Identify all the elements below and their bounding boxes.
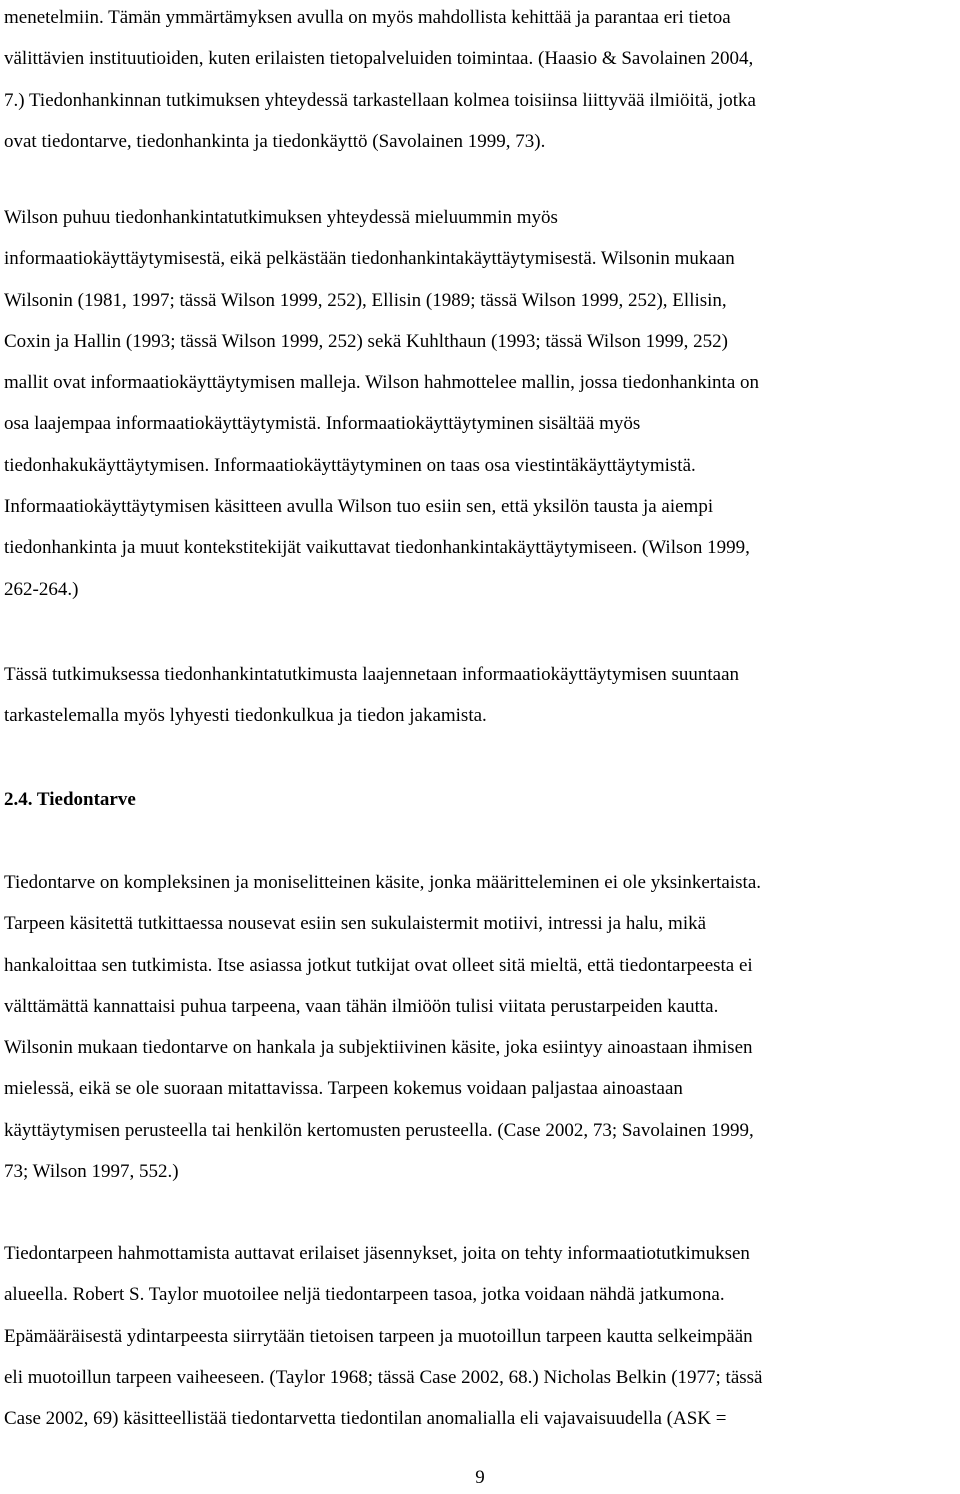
text-line: tiedonhankinta ja muut kontekstitekijät vaikuttavat tiedonhankintakäyttäytymiseen. (Wilson 1999, [4,537,750,559]
text-line: Wilsonin mukaan tiedontarve on hankala ja subjektiivinen käsite, joka esiintyy ainoastaan ihmisen [4,1037,753,1059]
text-line: menetelmiin. Tämän ymmärtämyksen avulla on myös mahdollista kehittää ja parantaa eri tietoa [4,7,731,28]
text-line: Tiedontarve on kompleksinen ja moniselitteinen käsite, jonka määritteleminen ei ole yksinkertaista. [4,872,762,893]
text-line: mallit ovat informaatiokäyttäytymisen malleja. Wilson hahmottelee mallin, jossa tiedonhankinta on [4,372,760,394]
text-line: Tarpeen käsitettä tutkittaessa nousevat esiin sen sukulaistermit motiivi, intressi ja halu, mikä [4,913,707,935]
paragraph [4,654,960,737]
text-line: tarkastelemalla myös lyhyesti tiedonkulkua ja tiedon jakamista. [4,705,487,727]
text-line: välittävien instituutioiden, kuten erilaisten tietopalveluiden toimintaa. (Haasio & Savolainen 2004, [4,48,754,70]
text-line: alueella. Robert S. Taylor muotoilee neljä tiedontarpeen tasoa, jotka voidaan nähdä jatkumona. [4,1284,725,1306]
text-line: 73; Wilson 1997, 552.) [4,1161,179,1183]
page-number: 9 [475,1467,485,1488]
text-line: 7.) Tiedonhankinnan tutkimuksen yhteydessä tarkastellaan kolmea toisiinsa liittyvää ilmiöitä, jotka [4,89,756,111]
text-line: hankaloittaa sen tutkimista. Itse asiassa jotkut tutkijat ovat olleet sitä mieltä, että tiedontarpeesta ei [4,954,753,976]
text-line: Epämääräisestä ydintarpeesta siirrytään tietoisen tarpeen ja muotoillun tarpeen kautta selkeimpään [4,1325,753,1347]
text-line: 262-264.) [4,578,79,600]
paragraph [4,197,960,610]
text-line: tiedonhakukäyttäytymisen. Informaatiokäyttäytyminen on taas osa viestintäkäyttäytymistä. [4,454,696,476]
text-line: Wilson puhuu tiedonhankintatutkimuksen yhteydessä mieluummin myös [4,207,558,228]
text-line: välttämättä kannattaisi puhua tarpeena, vaan tähän ilmiöön tulisi viitata perustarpeiden kautta. [4,995,719,1017]
text-line: osa laajempaa informaatiokäyttäytymistä. Informaatiokäyttäytyminen sisältää myös [4,413,641,435]
text-line: Coxin ja Hallin (1993; tässä Wilson 1999, 252) sekä Kuhlthaun (1993; tässä Wilson 1999, 252) [4,330,728,352]
paragraph [4,862,960,1192]
text-line: informaatiokäyttäytymisestä, eikä pelkästään tiedonhankintakäyttäytymisestä. Wilsonin mukaan [4,248,735,270]
paragraph [4,0,960,162]
text-line: Tiedontarpeen hahmottamista auttavat erilaiset jäsennykset, joita on tehty informaatiotutkimuksen [4,1243,750,1264]
text-line: eli muotoillun tarpeen vaiheeseen. (Taylor 1968; tässä Case 2002, 68.) Nicholas Belkin (1977; tässä [4,1366,763,1388]
text-line: Case 2002, 69) käsitteellistää tiedontarvetta tiedontilan anomalialla eli vajavaisuudella (ASK = [4,1408,727,1430]
paragraph [4,1233,960,1439]
text-line: Wilsonin (1981, 1997; tässä Wilson 1999, 252), Ellisin (1989; tässä Wilson 1999, 252), Ellisin, [4,289,727,311]
section-heading: 2.4. Tiedontarve [4,789,136,810]
text-line: Tässä tutkimuksessa tiedonhankintatutkimusta laajennetaan informaatiokäyttäytymisen suuntaan [4,664,740,685]
text-line: Informaatiokäyttäytymisen käsitteen avulla Wilson tuo esiin sen, että yksilön tausta ja aiempi [4,496,714,518]
text-line: ovat tiedontarve, tiedonhankinta ja tiedonkäyttö (Savolainen 1999, 73). [4,130,546,152]
text-line: mielessä, eikä se ole suoraan mitattavissa. Tarpeen kokemus voidaan paljastaa ainoastaan [4,1078,683,1100]
text-line: käyttäytymisen perusteella tai henkilön kertomusten perusteella. (Case 2002, 73; Savolainen 1999, [4,1119,754,1141]
